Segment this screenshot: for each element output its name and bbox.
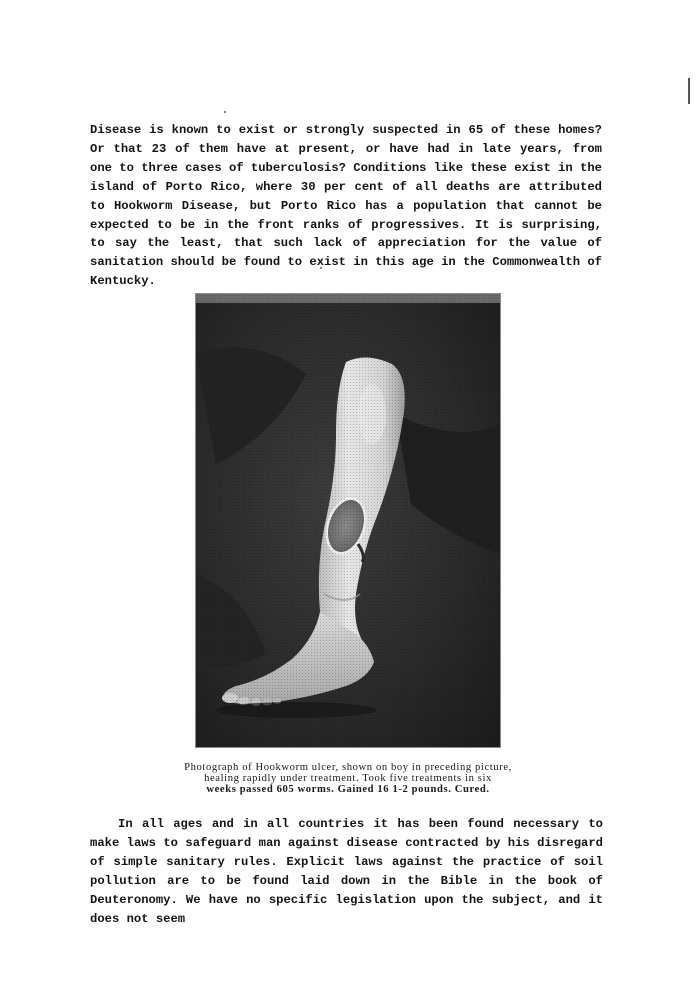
photo-caption-line3: weeks passed 605 worms. Gained 16 1-2 pounds. Cured. [206, 784, 490, 796]
scan-speck [224, 111, 226, 113]
hookworm-ulcer-photograph [195, 293, 501, 748]
photo-caption-line1: Photograph of Hookworm ulcer, shown on boy in preceding picture, [184, 762, 512, 773]
leg-photo-illustration [196, 294, 500, 747]
photo-caption [118, 762, 578, 796]
photo-caption-line2: healing rapidly under treatment. Took five treatments in six [204, 773, 492, 785]
body-paragraph-top: Disease is known to exist or strongly suspected in 65 of these homes? Or that 23 of them have at present, or have had in late years, from one to three cases of tuberculosis? Conditions like these exist in the island of Porto Rico, where 30 per cent of all deaths are attributed to Hookworm Disease, but Porto Rico has a population that cannot be expected to be in the front ranks of progressives. It is surprising, to say the least, that such lack of appreciation for the value of sanitation should be found to exist in this age in the Commonwealth of Kentucky. [90, 123, 602, 289]
scan-edge-mark [688, 78, 690, 104]
body-paragraph-bottom: In all ages and in all countries it has been found necessary to make laws to safeguard man against disease contracted by his disregard of simple sanitary rules. Explicit laws against the practice of soil pollution are to be found laid down in the Bible in the book of Deuteronomy. We have no specific legislation upon the subject, and it does not seem [90, 817, 603, 926]
